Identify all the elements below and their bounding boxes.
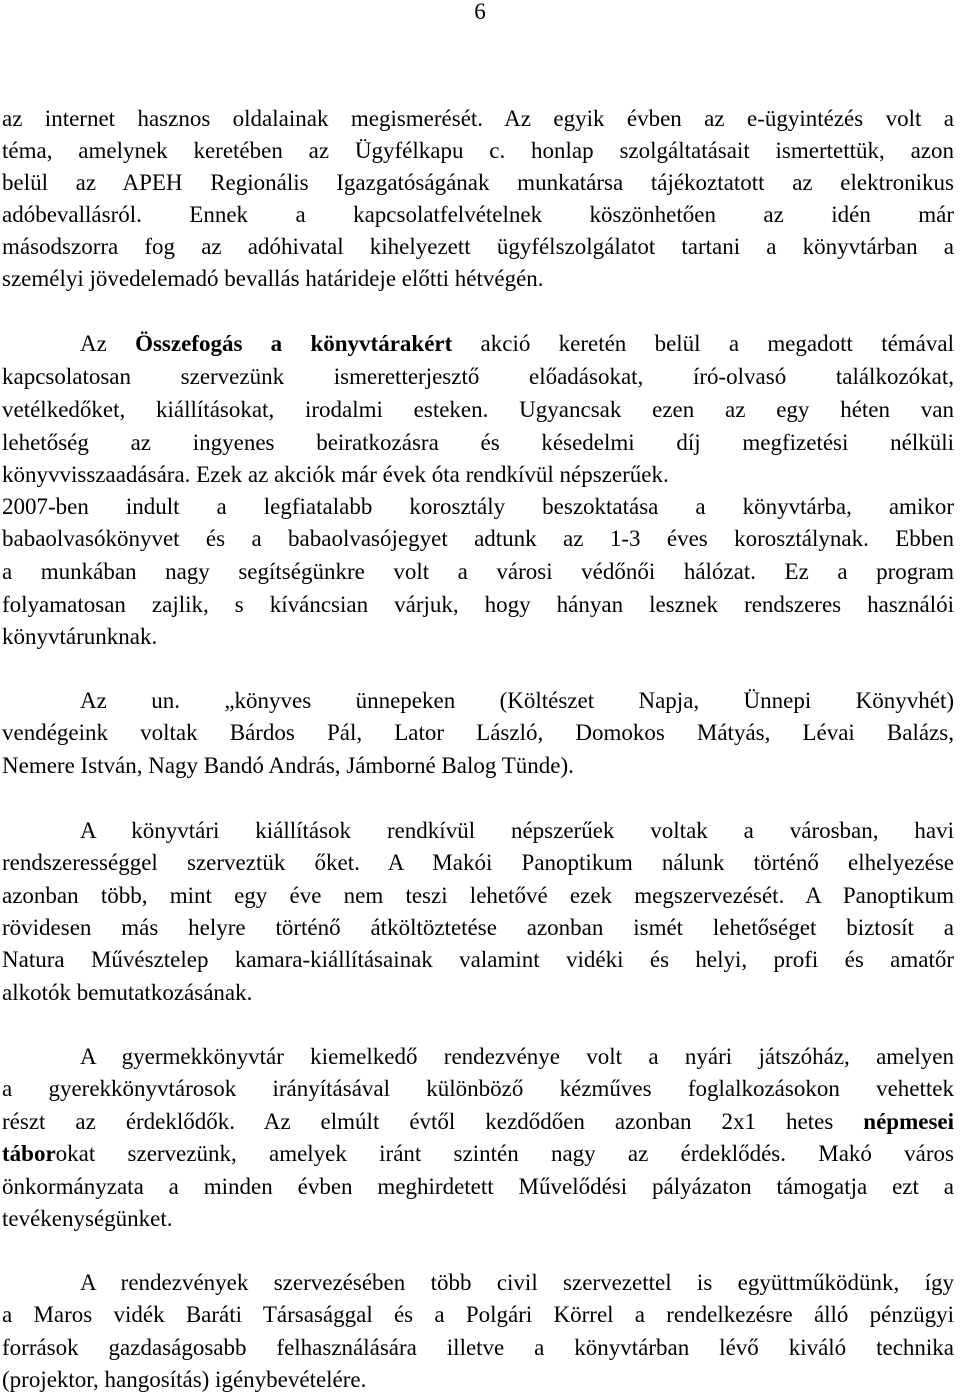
para5-line-6: tevékenységünket. bbox=[2, 1206, 173, 1231]
para3-line-3: Nemere István, Nagy Bandó András, Jámborné Balog Tünde). bbox=[2, 753, 574, 778]
para2-line-7: babaolvasókönyvet és a babaolvasójegyet adtunk az 1-3 éves korosztálynak. Ebben bbox=[2, 526, 954, 551]
page-number: 6 bbox=[474, 0, 486, 24]
para4-line-6: alkotók bemutatkozásának. bbox=[2, 980, 253, 1005]
para5-line-4-text: okat szervezünk, amelyek iránt szintén nagy az érdeklődés. Makó város bbox=[55, 1141, 954, 1166]
para6-line-1: A rendezvények szervezésében több civil szervezettel is együttműködünk, így bbox=[80, 1270, 954, 1295]
para5-line-3-text: részt az érdeklődők. Az elmúlt évtől kezdődően azonban 2x1 hetes bbox=[2, 1109, 864, 1134]
para1-line-3: belül az APEH Regionális Igazgatóságának munkatársa tájékoztatott az elektronikus bbox=[2, 170, 954, 195]
camp-bold: tábor bbox=[2, 1141, 56, 1166]
para5-line-2: a gyerekkönyvtárosok irányításával különböző kézműves foglalkozásokon vehettek bbox=[2, 1076, 954, 1101]
para6-line-4: (projektor, hangosítás) igénybevételére. bbox=[2, 1367, 367, 1392]
para2-line-3: vetélkedőket, kiállításokat, irodalmi esteken. Ugyancsak ezen az egy héten van bbox=[2, 397, 954, 422]
para4-line-1: A könyvtári kiállítások rendkívül népszerűek voltak a városban, havi bbox=[80, 818, 954, 843]
para4-line-4: rövidesen más helyre történő átköltöztetése azonban ismét lehetőséget biztosít a bbox=[2, 915, 954, 940]
para6-line-3: források gazdaságosabb felhasználására illetve a könyvtárban lévő kiváló technika bbox=[2, 1335, 954, 1360]
para5-line-3 bbox=[2, 1105, 954, 1138]
para2-line-1-end: akció keretén belül a megadott témával bbox=[452, 331, 954, 356]
para5-line-5: önkormányzata a minden évben meghirdetett Művelődési pályázaton támogatja ezt a bbox=[2, 1174, 954, 1199]
para1-line-1: az internet hasznos oldalainak megismerését. Az egyik évben az e-ügyintézés volt a bbox=[2, 106, 954, 131]
para2-line-2: kapcsolatosan szervezünk ismeretterjesztő előadásokat, író-olvasó találkozókat, bbox=[2, 364, 954, 389]
para3-line-2: vendégeink voltak Bárdos Pál, Lator László, Domokos Mátyás, Lévai Balázs, bbox=[2, 720, 954, 745]
campaign-name: Összefogás a könyvtárakért bbox=[135, 331, 453, 356]
para2-line-8: a munkában nagy segítségünkre volt a városi védőnői hálózat. Ez a program bbox=[2, 559, 954, 584]
para2-line-4: lehetőség az ingyenes beiratkozásra és késedelmi díj megfizetési nélküli bbox=[2, 430, 954, 455]
para4-line-3: azonban több, mint egy éve nem teszi lehetővé ezek megszervezését. A Panoptikum bbox=[2, 883, 954, 908]
para4-line-5: Natura Művésztelep kamara-kiállításainak valamint vidéki és helyi, profi és amatőr bbox=[2, 947, 954, 972]
folk-tale-bold: népmesei bbox=[863, 1109, 954, 1134]
para5-line-4 bbox=[2, 1137, 954, 1170]
para2-line-9: folyamatosan zajlik, s kíváncsian várjuk, hogy hányan lesznek rendszeres használói bbox=[2, 592, 954, 617]
para5-line-1: A gyermekkönyvtár kiemelkedő rendezvénye volt a nyári játszóház, amelyen bbox=[80, 1044, 954, 1069]
para2-line-5: könyvvisszaadására. Ezek az akciók már évek óta rendkívül népszerűek. bbox=[2, 462, 669, 487]
para2-line-6: 2007-ben indult a legfiatalabb korosztály beszoktatása a könyvtárba, amikor bbox=[2, 494, 954, 519]
para1-line-5: másodszorra fog az adóhivatal kihelyezett ügyfélszolgálatot tartani a könyvtárban a bbox=[2, 234, 954, 259]
para3-line-1: Az un. „könyves ünnepeken (Költészet Napja, Ünnepi Könyvhét) bbox=[80, 688, 954, 713]
para1-line-4: adóbevallásról. Ennek a kapcsolatfelvételnek köszönhetően az idén már bbox=[2, 202, 954, 227]
para2-line-1 bbox=[80, 327, 954, 360]
para4-line-2: rendszerességgel szerveztük őket. A Makói Panoptikum nálunk történő elhelyezése bbox=[2, 850, 954, 875]
para6-line-2: a Maros vidék Baráti Társasággal és a Polgári Körrel a rendelkezésre álló pénzügyi bbox=[2, 1302, 954, 1327]
para2-line-1-start: Az bbox=[80, 331, 136, 356]
para2-line-10: könyvtárunknak. bbox=[2, 624, 158, 649]
para1-line-2: téma, amelynek keretében az Ügyfélkapu c. honlap szolgáltatásait ismertettük, azon bbox=[2, 138, 954, 163]
para1-line-6: személyi jövedelemadó bevallás határideje előtti hétvégén. bbox=[2, 266, 544, 291]
